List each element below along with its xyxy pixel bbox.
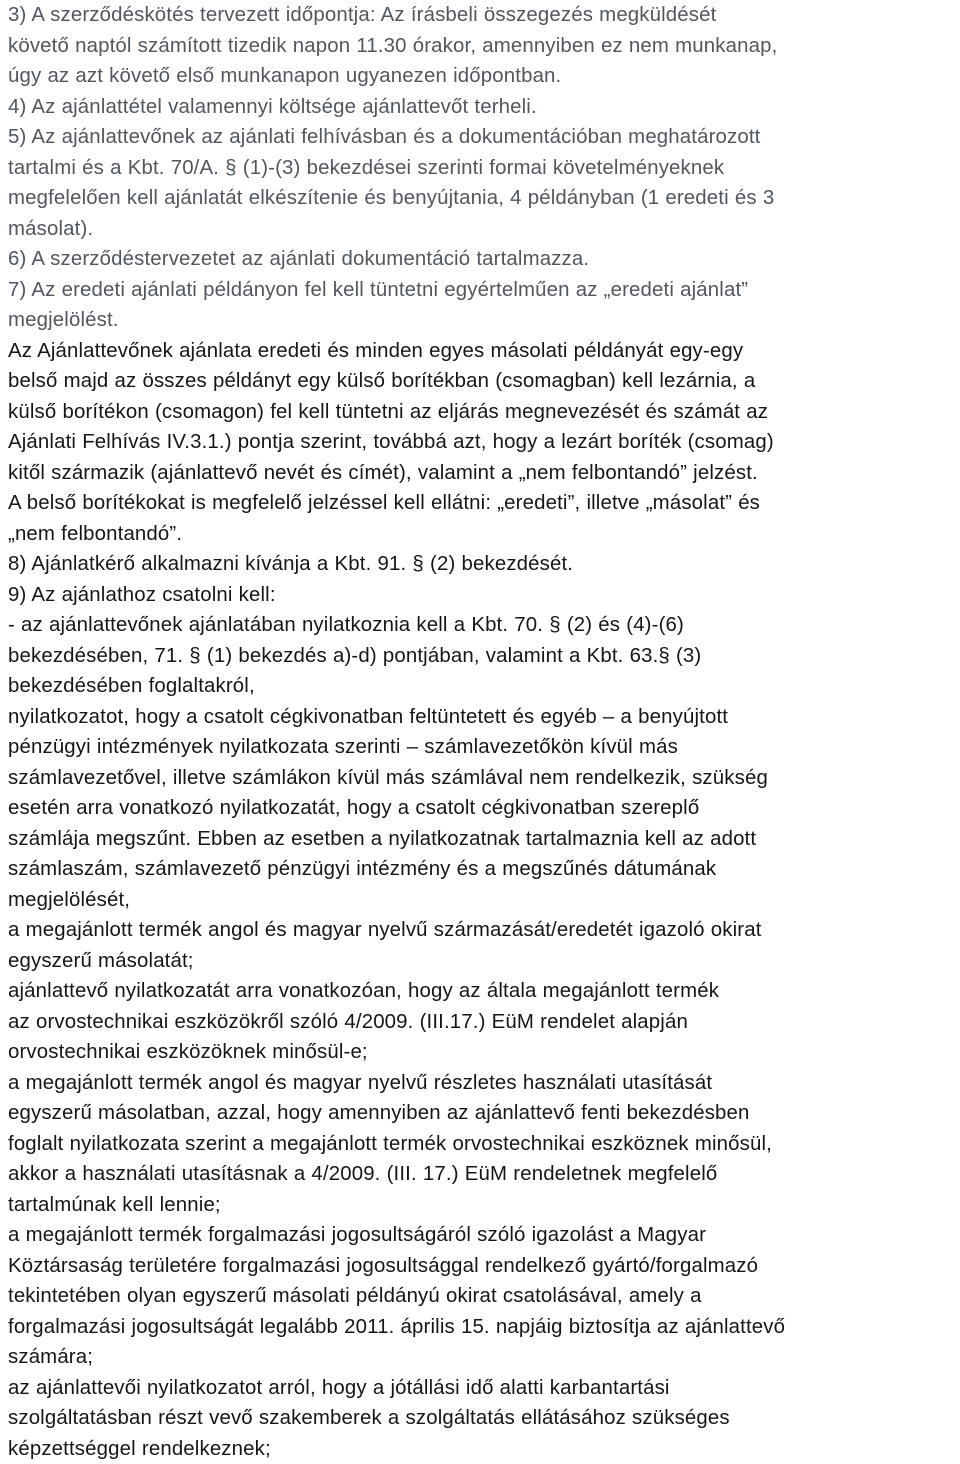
text-line: 7) Az eredeti ajánlati példányon fel kell tüntetni egyértelműen az „eredeti ajánlat” [8, 278, 749, 301]
text-line: számlaszám, számlavezető pénzügyi intézmény és a megszűnés dátumának [8, 858, 717, 880]
text-line: foglalt nyilatkozata szerint a megajánlott termék orvostechnikai eszköznek minősül, [8, 1132, 772, 1155]
text-line: 3) A szerződéskötés tervezett időpontja: Az írásbeli összegezés megküldését [8, 4, 717, 26]
text-line: külső borítékon (csomagon) fel kell tüntetni az eljárás megnevezését és számát az [8, 400, 769, 423]
text-line: az orvostechnikai eszközökről szóló 4/2009. (III.17.) EüM rendelet alapján [8, 1010, 688, 1033]
text-line: 5) Az ajánlattevőnek az ajánlati felhívásban és a dokumentációban meghatározott [8, 126, 761, 148]
text-line: orvostechnikai eszközöknek minősül-e; [8, 1041, 368, 1063]
text-line: képzettséggel rendelkeznek; [8, 1437, 271, 1460]
text-line: megjelölését, [8, 888, 131, 911]
text-line: Köztársaság területére forgalmazási jogosultsággal rendelkező gyártó/forgalmazó [8, 1254, 759, 1277]
text-line: a megajánlott termék angol és magyar nyelvű részletes használati utasítását [8, 1071, 713, 1094]
text-line: tartalmi és a Kbt. 70/A. § (1)-(3) bekezdései szerinti formai követelményeknek [8, 156, 725, 179]
text-line: másolat). [8, 217, 94, 240]
text-line: megjelölést. [8, 309, 119, 331]
text-line: a megajánlott termék angol és magyar nyelvű származását/eredetét igazoló okirat [8, 919, 762, 941]
text-line: - az ajánlattevőnek ajánlatában nyilatkoznia kell a Kbt. 70. § (2) és (4)-(6) [8, 614, 684, 636]
document-body [8, 0, 958, 1464]
text-line: számlavezetővel, illetve számlákon kívül más számlával nem rendelkezik, szükség [8, 766, 768, 789]
text-line: 8) Ajánlatkérő alkalmazni kívánja a Kbt. 91. § (2) bekezdését. [8, 553, 574, 575]
text-line: esetén arra vonatkozó nyilatkozatát, hogy a csatolt cégkivonatban szereplő [8, 797, 700, 819]
text-line: Az Ajánlattevőnek ajánlata eredeti és minden egyes másolati példányát egy-egy [8, 339, 744, 362]
text-line: pénzügyi intézmények nyilatkozata szerinti – számlavezetőkön kívül más [8, 736, 678, 758]
text-line: 6) A szerződéstervezetet az ajánlati dokumentáció tartalmazza. [8, 248, 590, 270]
text-line: „nem felbontandó”. [8, 522, 183, 545]
requirements-section-dark [8, 336, 958, 1464]
text-line: forgalmazási jogosultságát legalább 2011. április 15. napjáig biztosítja az ajánlattevő [8, 1315, 786, 1338]
text-line: egyszerű másolatát; [8, 949, 194, 972]
text-line: nyilatkozatot, hogy a csatolt cégkivonatban feltüntetett és egyéb – a benyújtott [8, 705, 729, 728]
text-line: az ajánlattevői nyilatkozatot arról, hogy a jótállási idő alatti karbantartási [8, 1376, 670, 1399]
text-line: tartalmúnak kell lennie; [8, 1193, 221, 1216]
text-line: számára; [8, 1346, 94, 1368]
text-line: akkor a használati utasításnak a 4/2009. (III. 17.) EüM rendeletnek megfelelő [8, 1163, 718, 1185]
requirements-section-gray [8, 0, 958, 336]
text-line: 9) Az ajánlathoz csatolni kell: [8, 583, 276, 606]
text-line: számlája megszűnt. Ebben az esetben a nyilatkozatnak tartalmaznia kell az adott [8, 827, 757, 850]
text-line: a megajánlott termék forgalmazási jogosultságáról szóló igazolást a Magyar [8, 1224, 707, 1246]
text-line: úgy az azt követő első munkanapon ugyanezen időpontban. [8, 65, 562, 87]
text-line: követő naptól számított tizedik napon 11.30 órakor, amennyiben ez nem munkanap, [8, 34, 778, 57]
text-line: A belső borítékokat is megfelelő jelzéssel kell ellátni: „eredeti”, illetve „másolat” és [8, 492, 761, 514]
text-line: belső majd az összes példányt egy külső borítékban (csomagban) kell lezárnia, a [8, 370, 756, 392]
text-line: kitől származik (ajánlattevő nevét és címét), valamint a „nem felbontandó” jelzést. [8, 461, 758, 484]
text-line: egyszerű másolatban, azzal, hogy amennyiben az ajánlattevő fenti bekezdésben [8, 1102, 750, 1124]
text-line: ajánlattevő nyilatkozatát arra vonatkozóan, hogy az általa megajánlott termék [8, 980, 720, 1002]
text-line: szolgáltatásban részt vevő szakemberek a szolgáltatás ellátásához szükséges [8, 1407, 730, 1429]
text-line: tekintetében olyan egyszerű másolati példányú okirat csatolásával, amely a [8, 1285, 702, 1307]
text-line: bekezdésében, 71. § (1) bekezdés a)-d) pontjában, valamint a Kbt. 63.§ (3) [8, 644, 702, 667]
text-line: bekezdésében foglaltakról, [8, 675, 255, 697]
text-line: Ajánlati Felhívás IV.3.1.) pontja szerint, továbbá azt, hogy a lezárt boríték (csomag) [8, 431, 774, 453]
text-line: 4) Az ajánlattétel valamennyi költsége ajánlattevőt terheli. [8, 95, 537, 118]
text-line: megfelelően kell ajánlatát elkészítenie és benyújtania, 4 példányban (1 eredeti és 3 [8, 187, 775, 209]
